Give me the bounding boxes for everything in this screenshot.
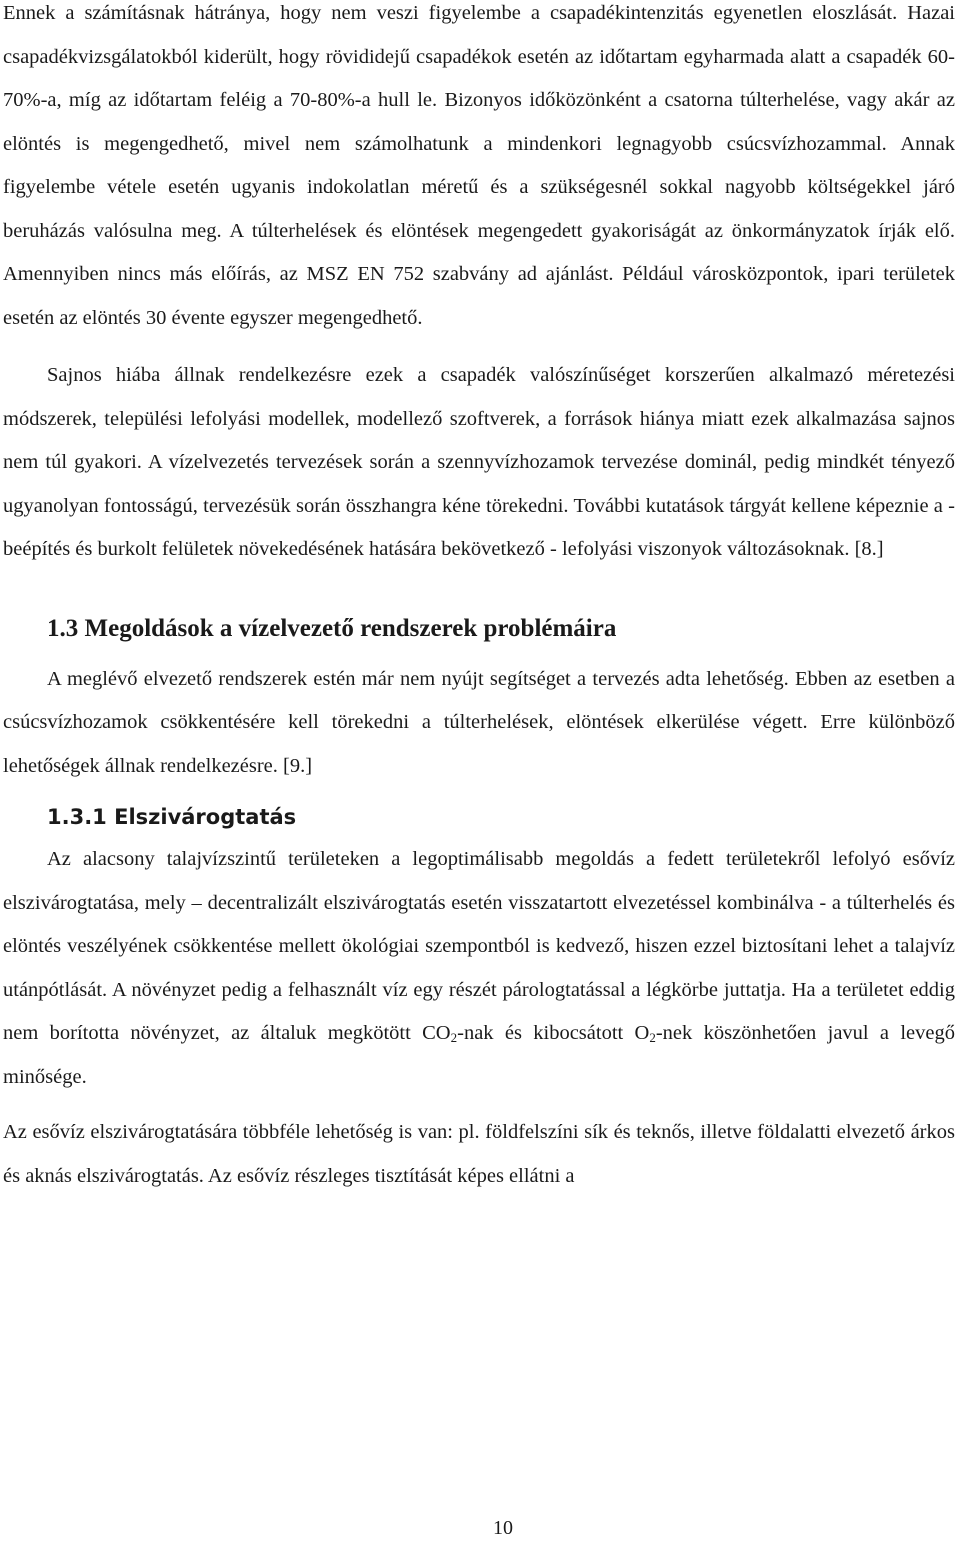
paragraph-infiltration (3, 838, 955, 1099)
paragraph-existing-systems: A meglévő elvezető rendszerek estén már nem nyújt segítséget a tervezés adta lehetőség. Ebben az esetben a csúcsvízhozamok csökkentésére kell törekedni a túlterhelések, elöntések elkerülése végett. Erre különböző lehetőségek állnak rendelkezésre. [9.] (3, 667, 955, 777)
subsection-heading-1-3-1: 1.3.1 Elszivárogtatás (47, 805, 297, 829)
page-number: 10 (493, 1517, 513, 1539)
page-content (3, 0, 955, 1198)
paragraph-infiltration-options: Az esővíz elszivárogtatására többféle lehetőség is van: pl. földfelszíni sík és teknős, illetve földalatti elvezető árkos és aknás elszivárogtatás. Az esővíz részleges tisztítását képes ellátni a (3, 1121, 955, 1187)
paragraph-infiltration-text-1: Az alacsony talajvízszintű területeken a legoptimálisabb megoldás a fedett területekről lefolyó esővíz elszivárogtatása, mely – decentralizált elszivárogtatás esetén visszatartott elvezetéssel kombinálva - a túlterhelés és elöntés veszélyének csökkentése mellett ökológiai szempontból is kedvező, hiszen ezzel biztosítani lehet a talajvíz utánpótlását. A növényzet pedig a felhasznált víz egy részét párologtatással a légkörbe juttatja. Ha a területet eddig nem borította növényzet, az általuk megkötött CO (3, 848, 955, 1044)
co2-subscript: 2 (450, 1030, 458, 1045)
paragraph-infiltration-text-2: -nak és kibocsátott O (457, 1022, 650, 1044)
o2-subscript: 2 (649, 1030, 656, 1045)
paragraph-rainfall-intensity: Ennek a számításnak hátránya, hogy nem veszi figyelembe a csapadékintenzitás egyenetlen eloszlását. Hazai csapadékvizsgálatokból kiderült, hogy rövididejű csapadékok esetén az időtartam egyharmada alatt a csapadék 60-70%-a, míg az időtartam feléig a 70-80%-a hull le. Bizonyos időközönként a csatorna túlterhelése, vagy akár az elöntés is megengedhető, mivel nem számolhatunk a mindenkori legnagyobb csúcsvízhozammal. Annak figyelembe vétele esetén ugyanis indokolatlan méretű és a szükségesnél sokkal nagyobb költségekkel járó beruházás valósulna meg. A túlterhelések és elöntések megengedett gyakoriságát az önkormányzatok írják elő. Amennyiben nincs más előírás, az MSZ EN 752 szabvány ad ajánlást. Például városközpontok, ipari területek esetén az elöntés 30 évente egyszer megengedhető. (3, 2, 955, 329)
paragraph-infiltration-text-3: -nek köszönhetően javul a levegő minősége. (3, 1022, 955, 1088)
section-heading-1-3: 1.3 Megoldások a vízelvezető rendszerek problémáira (47, 614, 617, 642)
paragraph-design-methods: Sajnos hiába állnak rendelkezésre ezek a csapadék valószínűséget korszerűen alkalmazó méretezési módszerek, települési lefolyási modellek, modellező szoftverek, a források hiánya miatt ezek alkalmazása sajnos nem túl gyakori. A vízelvezetés tervezések során a szennyvízhozamok tervezése dominál, pedig mindkét tényező ugyanolyan fontosságú, tervezésük során összhangra kéne törekedni. További kutatások tárgyát kellene képeznie a - beépítés és burkolt felületek növekedésének hatására bekövetkező - lefolyási viszonyok változásoknak. [8.] (3, 364, 955, 560)
